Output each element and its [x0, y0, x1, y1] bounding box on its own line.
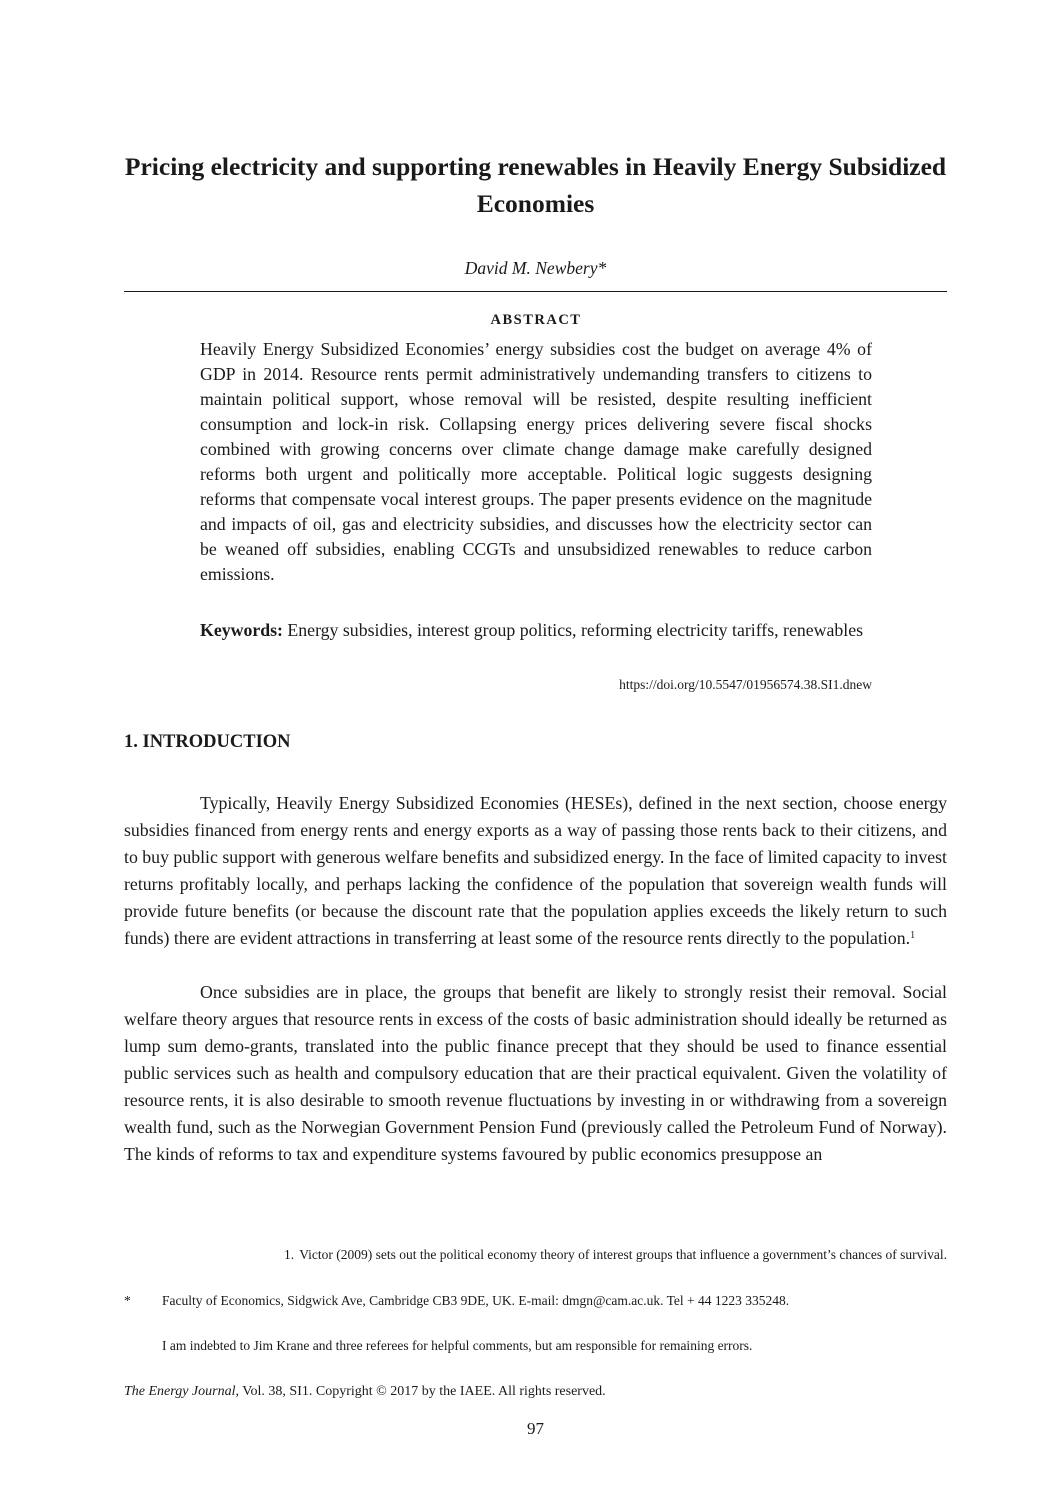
intro-paragraph-1: [124, 790, 947, 952]
footnote-author-text: Faculty of Economics, Sidgwick Ave, Cambridge CB3 9DE, UK. E-mail: dmgn@cam.ac.uk. Tel + 44 1223 335248.: [162, 1293, 790, 1308]
abstract-body: Heavily Energy Subsidized Economies’ energy subsidies cost the budget on average 4% of GDP in 2014. Resource rents permit administratively undemanding transfers to citizens to maintain political support, whose removal will be resisted, despite resulting inefficient consumption and lock-in risk. Collapsing energy prices delivering severe fiscal shocks combined with growing concerns over climate change damage make carefully designed reforms both urgent and politically more acceptable. Political logic suggests designing reforms that compensate vocal interest groups. The paper presents evidence on the magnitude and impacts of oil, gas and electricity subsidies, and discusses how the electricity sector can be weaned off subsidies, enabling CCGTs and unsubsidized renewables to reduce carbon emissions.: [200, 339, 872, 584]
footnote-acknowledgements: I am indebted to Jim Krane and three referees for helpful comments, but am responsible for remaining errors.: [162, 1338, 753, 1353]
footnote-1-text: Victor (2009) sets out the political economy theory of interest groups that influence a government’s chances of survival.: [299, 1247, 947, 1262]
keywords: [200, 618, 872, 643]
footnote-1: [124, 1246, 947, 1264]
author-name: David M. Newbery*: [464, 258, 607, 278]
journal-citation: [124, 1383, 947, 1401]
intro-paragraph-2: Once subsidies are in place, the groups that benefit are likely to strongly resist their removal. Social welfare theory argues that resource rents in excess of the costs of basic administration should ideally be returned as lump sum demo-grants, translated into the public finance precept that they should be used to finance essential public services such as health and compulsory education that are their practical equivalent. Given the volatility of resource rents, it is also desirable to smooth revenue fluctuations by investing in or withdrawing from a sovereign wealth fund, such as the Norwegian Government Pension Fund (previously called the Petroleum Fund of Norway). The kinds of reforms to tax and expenditure systems favoured by public economics presuppose an: [124, 982, 947, 1164]
header-divider: [124, 291, 947, 292]
footnote-author-mark: *: [124, 1293, 131, 1308]
abstract-heading: ABSTRACT: [490, 312, 582, 328]
intro-paragraph-1-text: Typically, Heavily Energy Subsidized Economies (HESEs), defined in the next section, choose energy subsidies financed from energy rents and energy exports as a way of passing those rents back to their citizens, and to buy public support with generous welfare benefits and subsidized energy. In the face of limited capacity to invest returns profitably locally, and perhaps lacking the confidence of the population that sovereign wealth funds will provide future benefits (or because the discount rate that the population applies exceeds the likely return to such funds) there are evident attractions in transferring at least some of the resource rents directly to the population.: [124, 793, 947, 948]
journal-details: , Vol. 38, SI1. Copyright © 2017 by the IAEE. All rights reserved.: [235, 1384, 606, 1399]
section-heading-introduction: 1. INTRODUCTION: [124, 732, 291, 752]
doi-link[interactable]: https://doi.org/10.5547/01956574.38.SI1.dnew: [619, 677, 872, 692]
page-number: 97: [527, 1419, 544, 1438]
journal-name: The Energy Journal: [124, 1384, 236, 1399]
footnote-ref-1[interactable]: 1: [910, 930, 916, 941]
footnote-1-number: 1.: [283, 1247, 295, 1262]
paper-title: Pricing electricity and supporting renewables in Heavily Energy Subsidized Economies: [124, 152, 947, 218]
footnote-author-affiliation: [124, 1292, 947, 1310]
keywords-text: Energy subsidies, interest group politics, reforming electricity tariffs, renewables: [287, 620, 864, 640]
keywords-label: Keywords:: [200, 620, 283, 640]
